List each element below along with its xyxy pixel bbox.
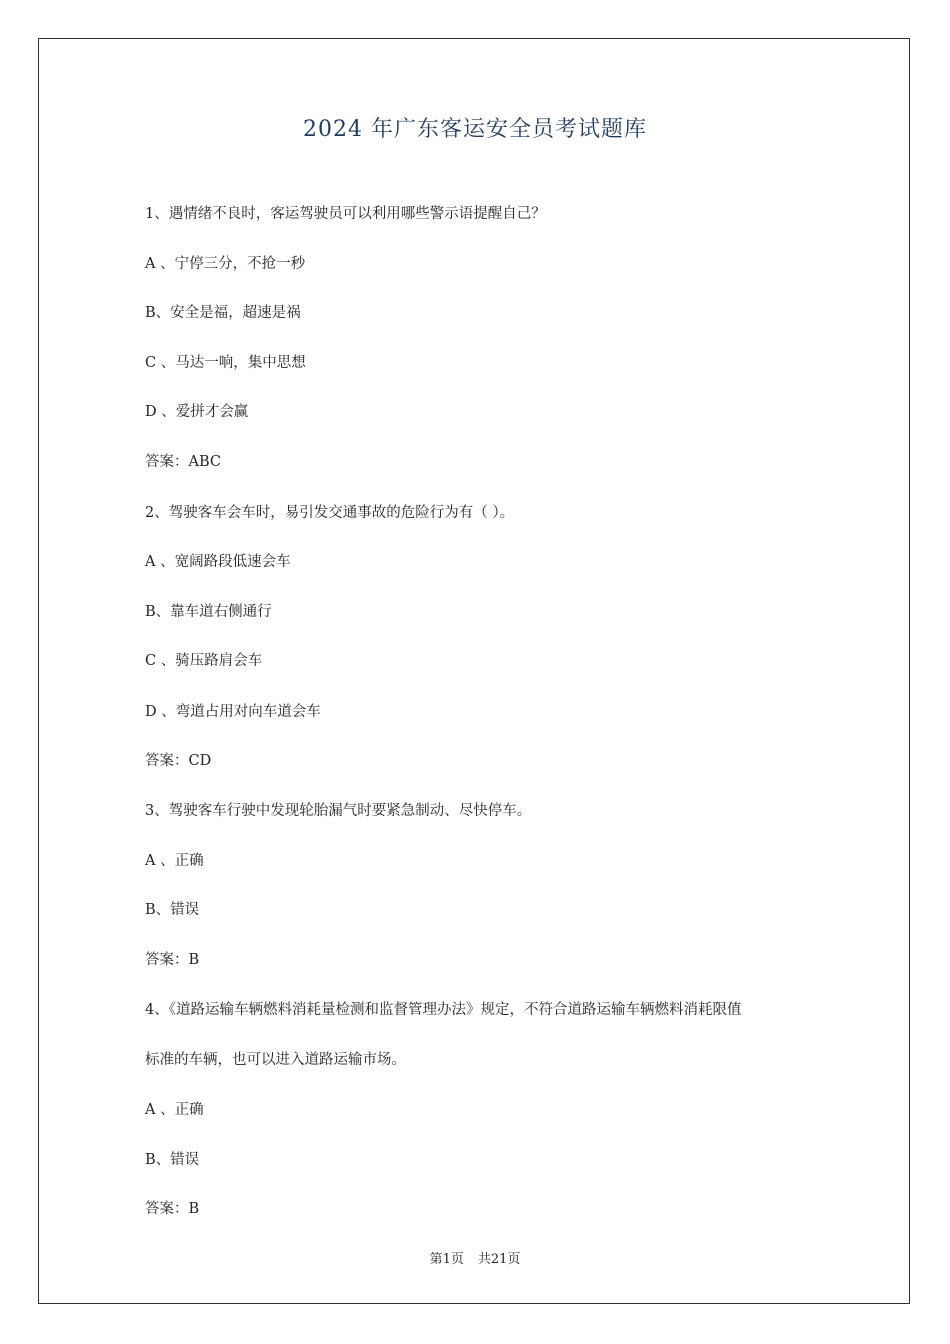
question-2-option-d: D 、弯道占用对向车道会车 xyxy=(145,704,321,720)
question-2-option-c: C 、骑压路肩会车 xyxy=(145,653,263,669)
question-4-option-b: B、错误 xyxy=(145,1152,200,1168)
question-3-option-a: A 、正确 xyxy=(145,853,204,869)
page-total: 共21页 xyxy=(477,1252,521,1267)
question-4-text-line-2: 标准的车辆，也可以进入道路运输市场。 xyxy=(145,1052,406,1068)
question-3-option-b: B、错误 xyxy=(145,902,200,918)
question-2-option-a: A 、宽阔路段低速会车 xyxy=(145,554,291,570)
question-3-text: 3、驾驶客车行驶中发现轮胎漏气时要紧急制动、尽快停车。 xyxy=(145,803,532,819)
question-4-option-a: A 、正确 xyxy=(145,1102,204,1118)
question-2-text: 2、驾驶客车会车时，易引发交通事故的危险行为有（ ）。 xyxy=(145,505,515,521)
question-2-answer: 答案：CD xyxy=(145,753,212,769)
question-1-option-b: B、安全是福，超速是祸 xyxy=(145,305,301,321)
question-1-option-d: D 、爱拼才会赢 xyxy=(145,404,249,420)
page-footer xyxy=(0,1248,950,1267)
question-4-text-line-1: 4、《道路运输车辆燃料消耗量检测和监督管理办法》规定，不符合道路运输车辆燃料消耗限值 xyxy=(145,1002,742,1018)
question-1-answer: 答案：ABC xyxy=(145,454,221,470)
page-number: 第1页 xyxy=(429,1252,464,1267)
question-1-text: 1、遇情绪不良时，客运驾驶员可以利用哪些警示语提醒自己？ xyxy=(145,206,546,222)
document-title: 2024 年广东客运安全员考试题库 xyxy=(303,117,647,142)
question-4-answer: 答案：B xyxy=(145,1201,200,1217)
question-1-option-a: A 、宁停三分，不抢一秒 xyxy=(145,256,306,272)
question-3-answer: 答案：B xyxy=(145,952,200,968)
question-1-option-c: C 、马达一响，集中思想 xyxy=(145,355,306,371)
question-2-option-b: B、靠车道右侧通行 xyxy=(145,604,272,620)
